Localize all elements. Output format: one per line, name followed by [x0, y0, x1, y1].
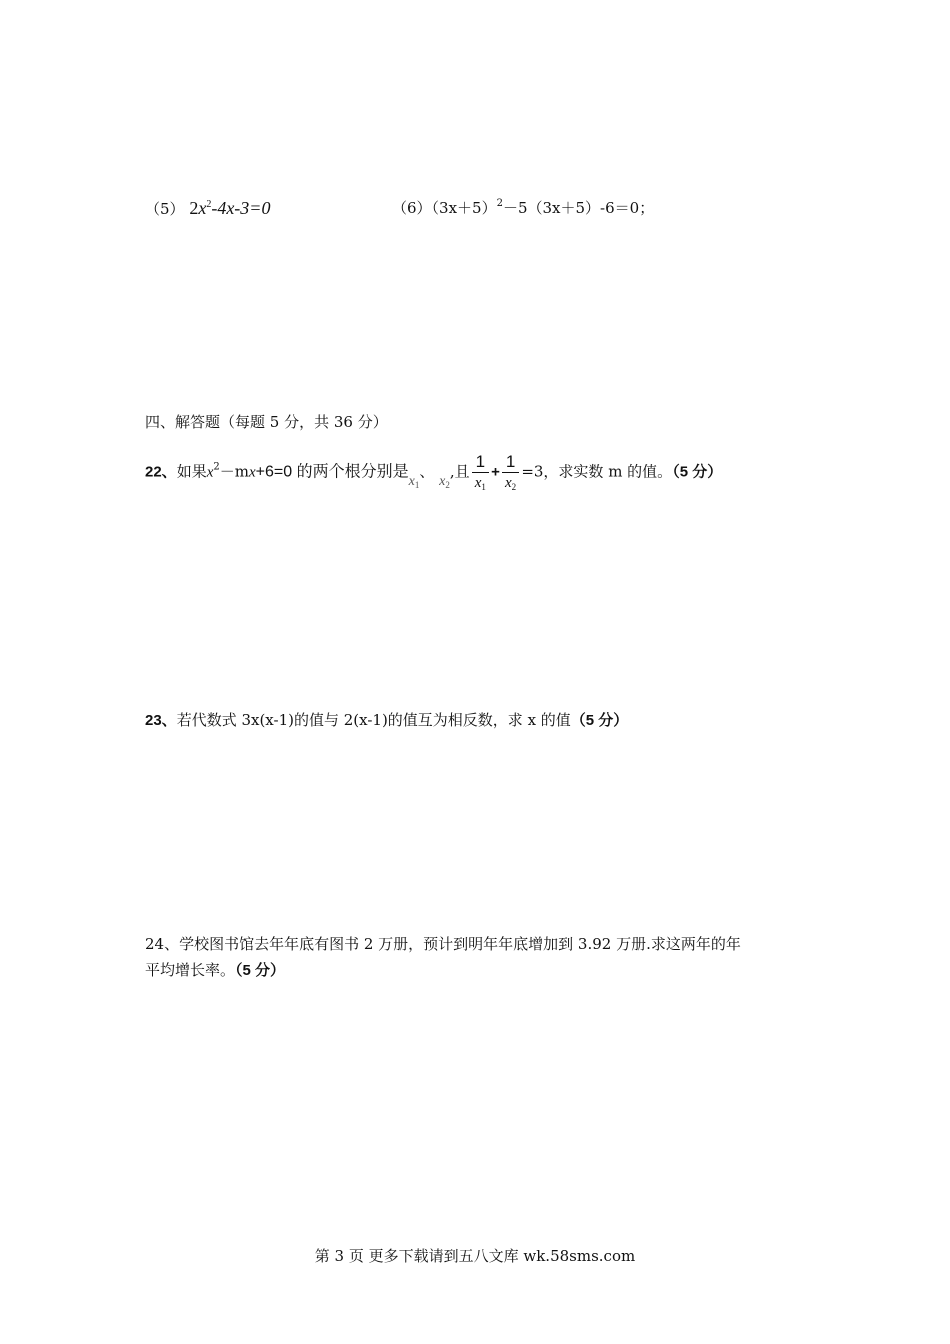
question-22-score: （5 分）: [672, 463, 723, 481]
question-22: 22、如果$x^2-mx+6=0$ 的两个根分别是$x_1$、 $x_2$,且 $\frac{1}{x_1}$ + $\frac{1}{x_2}$ =3，求实数 m 的值。（5 分）: [145, 450, 722, 495]
fraction-1-over-x1: $\frac{1}{x_1}$: [472, 452, 489, 497]
root-x2: $x_2$: [439, 473, 450, 490]
problem-5-equation: $2x^2-4x-3=0$: [189, 198, 271, 218]
question-23-score: （5 分）: [570, 712, 629, 729]
question-24-line-1: 24、学校图书馆去年年底有图书 2 万册，预计到明年年底增加到 3.92 万册.求这两年的年: [145, 935, 741, 953]
question-23-text: 若代数式 3x(x-1)的值与 2(x-1)的值互为相反数，求 x 的值: [176, 711, 571, 729]
fraction-1-over-x2: $\frac{1}{x_2}$: [502, 452, 519, 497]
section-4-title: 四、解答题（每题 5 分，共 36 分）: [145, 413, 388, 431]
problem-6: [392, 198, 654, 218]
page-footer: 第 3 页 更多下载请到五八文库 wk.58sms.com: [314, 1247, 636, 1265]
question-23: [145, 710, 628, 731]
problem-6-label: （6）: [392, 199, 432, 217]
root-x1: $x_1$: [408, 473, 420, 490]
problem-5: [145, 198, 270, 219]
problem-5-label: （5）: [145, 200, 185, 218]
question-23-number: 23、: [145, 712, 177, 729]
question-24-score: （5 分）: [235, 962, 286, 979]
question-24-line-2: 平均增长率。（5 分）: [145, 961, 286, 979]
question-22-number: 22、: [145, 463, 177, 481]
problem-6-equation: $(3x+5)^2-5(3x+5)-6=0$；: [431, 198, 655, 217]
